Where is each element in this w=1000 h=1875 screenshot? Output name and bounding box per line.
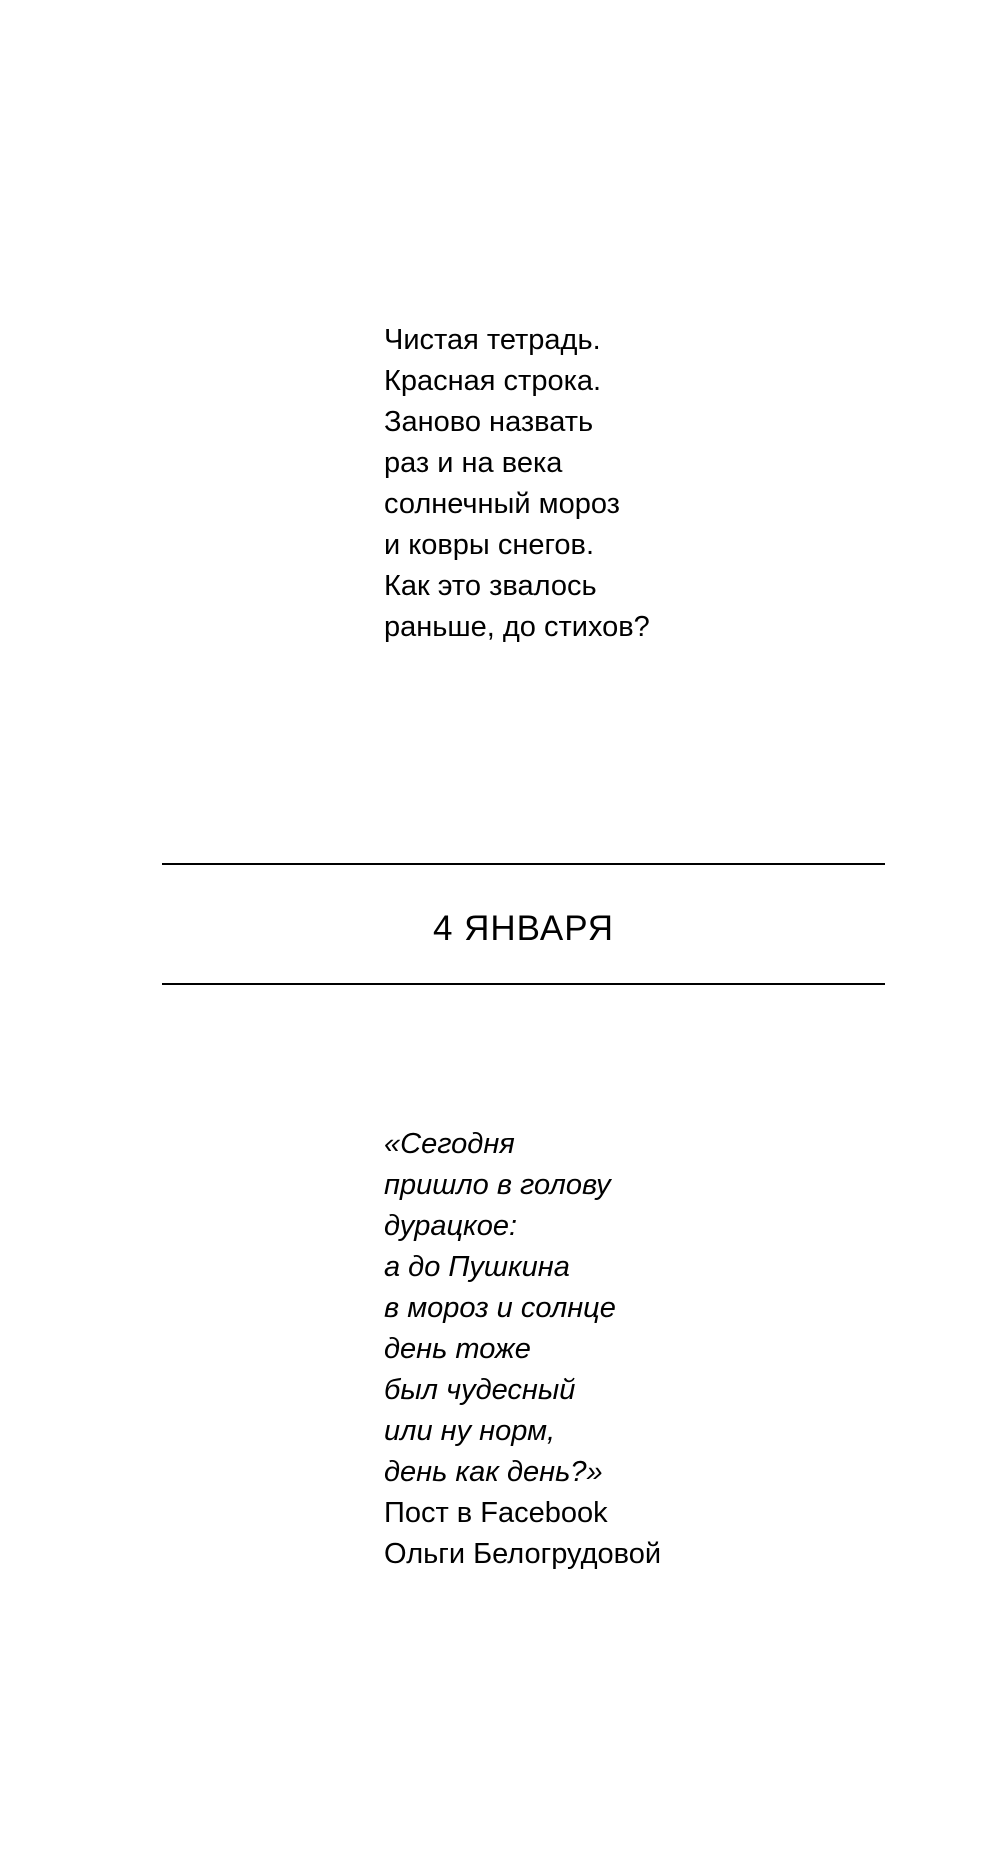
poem-line: Красная строка. xyxy=(384,365,602,397)
poem-line: раз и на века xyxy=(384,447,563,479)
poem xyxy=(384,320,650,648)
quote-line: день как день?» xyxy=(384,1456,603,1488)
quote-line: день тоже xyxy=(384,1333,531,1365)
attribution-line: Пост в Facebook xyxy=(384,1497,608,1529)
quote-line: был чудесный xyxy=(384,1374,576,1406)
epigraph-quote xyxy=(384,1124,616,1493)
quote-line: дурацкое: xyxy=(384,1210,518,1242)
poem-line: раньше, до стихов? xyxy=(384,611,650,643)
quote-line: а до Пушкина xyxy=(384,1251,570,1283)
section-divider-top xyxy=(162,863,885,865)
quote-line: «Сегодня xyxy=(384,1128,515,1160)
poem-line: солнечный мороз xyxy=(384,488,620,520)
poem-line: Как это звалось xyxy=(384,570,597,602)
date-heading: 4 ЯНВАРЯ xyxy=(432,909,615,948)
epigraph-attribution xyxy=(384,1493,661,1575)
poem-line: Чистая тетрадь. xyxy=(384,324,601,356)
poem-line: и ковры снегов. xyxy=(384,529,595,561)
section-divider-bottom xyxy=(162,983,885,985)
poem-line: Заново назвать xyxy=(384,406,594,438)
quote-line: в мороз и солнце xyxy=(384,1292,616,1324)
quote-line: или ну норм, xyxy=(384,1415,556,1447)
attribution-line: Ольги Белогрудовой xyxy=(384,1538,662,1570)
quote-line: пришло в голову xyxy=(384,1169,611,1201)
